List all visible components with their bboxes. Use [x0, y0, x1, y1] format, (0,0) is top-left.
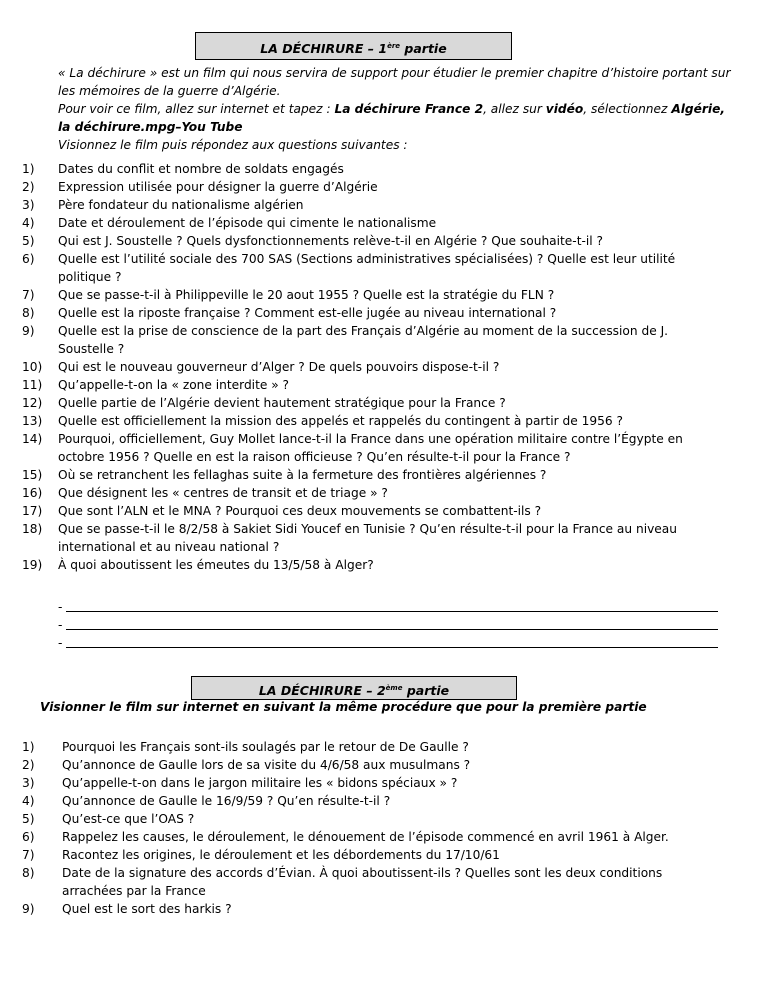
part1-intro: [58, 64, 738, 154]
question-item: [22, 466, 702, 484]
question-number: 7): [22, 288, 35, 302]
question-text: Quelle est officiellement la mission des appelés et rappelés du contingent à partir de 1956 ?: [58, 414, 623, 428]
question-item: [22, 430, 702, 466]
question-item: [22, 900, 702, 918]
question-item: [22, 196, 702, 214]
question-number: 3): [22, 776, 35, 790]
question-item: [22, 412, 702, 430]
question-text: Que se passe-t-il à Philippeville le 20 aout 1955 ? Quelle est la stratégie du FLN ?: [58, 288, 555, 302]
question-text: Où se retranchent les fellaghas suite à la fermeture des frontières algériennes ?: [58, 468, 547, 482]
part2-title-text: LA DÉCHIRURE – 2: [258, 683, 386, 698]
question-text: Quelle est l’utilité sociale des 700 SAS (Sections administratives spécialisées) ? Quelle est leur utilité politique ?: [58, 252, 676, 284]
question-text: Pourquoi les Français sont-ils soulagés par le retour de De Gaulle ?: [62, 740, 469, 754]
question-text: Qu’est-ce que l’OAS ?: [62, 812, 195, 826]
question-number: 2): [22, 758, 35, 772]
question-number: 14): [22, 432, 43, 446]
question-number: 4): [22, 794, 35, 808]
question-item: [22, 520, 702, 556]
answer-line-dash: -: [58, 600, 63, 614]
question-number: 2): [22, 180, 35, 194]
intro-line2-a: Pour voir ce film, allez sur internet et tapez :: [58, 102, 335, 116]
question-item: [22, 394, 702, 412]
question-item: [22, 738, 702, 756]
intro-video-term: vidéo: [545, 102, 584, 116]
answer-line[interactable]: [58, 598, 718, 616]
answer-line-rule: [66, 638, 718, 648]
question-number: 8): [22, 306, 35, 320]
intro-file-term: Algérie, la déchirure.mpg–You Tube: [58, 102, 725, 134]
question-item: [22, 756, 702, 774]
question-text: À quoi aboutissent les émeutes du 13/5/58 à Alger?: [58, 558, 374, 572]
intro-search-term: La déchirure France 2: [334, 102, 484, 116]
part1-title: [195, 32, 512, 60]
question-text: Racontez les origines, le déroulement et les débordements du 17/10/61: [62, 848, 500, 862]
question-text: Rappelez les causes, le déroulement, le dénouement de l’épisode commencé en avril 1961 à Alger.: [62, 830, 669, 844]
question-number: 16): [22, 486, 43, 500]
question-number: 19): [22, 558, 43, 572]
question-item: [22, 214, 702, 232]
intro-line2-c: , allez sur: [483, 102, 546, 116]
question-item: [22, 484, 702, 502]
question-text: Que sont l’ALN et le MNA ? Pourquoi ces deux mouvements se combattent-ils ?: [58, 504, 542, 518]
question-item: [22, 376, 702, 394]
question-number: 1): [22, 740, 35, 754]
question-item: [22, 250, 702, 286]
question-text: Que désignent les « centres de transit et de triage » ?: [58, 486, 388, 500]
question-number: 5): [22, 234, 35, 248]
intro-line3: Visionnez le film puis répondez aux questions suivantes :: [58, 138, 408, 152]
question-text: Date de la signature des accords d’Évian. À quoi aboutissent-ils ? Quelles sont les deux conditions arrachées par la France: [62, 866, 663, 898]
question-number: 9): [22, 324, 35, 338]
intro-line2-e: , sélectionnez: [583, 102, 672, 116]
question-number: 7): [22, 848, 35, 862]
question-number: 6): [22, 830, 35, 844]
question-item: [22, 322, 702, 358]
question-text: Que se passe-t-il le 8/2/58 à Sakiet Sidi Youcef en Tunisie ? Qu’en résulte-t-il pour la France au niveau international et au niveau national ?: [58, 522, 677, 554]
question-text: Quelle est la prise de conscience de la part des Français d’Algérie au moment de la succession de J. Soustelle ?: [58, 324, 669, 356]
question-text: Quelle partie de l’Algérie devient hautement stratégique pour la France ?: [58, 396, 506, 410]
question-item: [22, 160, 702, 178]
answer-line[interactable]: [58, 616, 718, 634]
question-item: [22, 232, 702, 250]
question-number: 1): [22, 162, 35, 176]
question-text: Pourquoi, officiellement, Guy Mollet lance-t-il la France dans une opération militaire contre l’Égypte en octobre 1956 ? Quelle en est la raison officieuse ? Qu’en résulte-t-il pour la France ?: [58, 432, 683, 464]
question-item: [22, 304, 702, 322]
question-item: [22, 846, 702, 864]
part2-intro: Visionner le film sur internet en suivant la même procédure que pour la première partie: [40, 700, 647, 714]
part1-title-tail: partie: [400, 41, 447, 56]
question-number: 11): [22, 378, 43, 392]
question-text: Qui est le nouveau gouverneur d’Alger ? De quels pouvoirs dispose-t-il ?: [58, 360, 500, 374]
question-item: [22, 774, 702, 792]
answer-lines: [58, 598, 718, 652]
question-item: [22, 502, 702, 520]
intro-line2: [58, 100, 738, 136]
answer-line-dash: -: [58, 636, 63, 650]
question-number: 12): [22, 396, 43, 410]
question-number: 13): [22, 414, 43, 428]
question-number: 3): [22, 198, 35, 212]
question-number: 8): [22, 866, 35, 880]
question-text: Quelle est la riposte française ? Comment est-elle jugée au niveau international ?: [58, 306, 557, 320]
part2-title-tail: partie: [402, 683, 450, 698]
part2-title: [191, 676, 517, 700]
question-text: Date et déroulement de l’épisode qui cimente le nationalisme: [58, 216, 437, 230]
question-text: Qu’appelle-t-on la « zone interdite » ?: [58, 378, 290, 392]
question-number: 10): [22, 360, 43, 374]
question-number: 15): [22, 468, 43, 482]
question-text: Expression utilisée pour désigner la guerre d’Algérie: [58, 180, 378, 194]
question-number: 4): [22, 216, 35, 230]
question-item: [22, 810, 702, 828]
part2-title-sup: ème: [385, 684, 403, 692]
part2-question-list: [22, 738, 702, 918]
part1-title-text: LA DÉCHIRURE – 1: [260, 41, 388, 56]
part1-question-list: [22, 160, 702, 574]
question-number: 5): [22, 812, 35, 826]
part1-title-sup: ère: [387, 42, 401, 50]
question-text: Père fondateur du nationalisme algérien: [58, 198, 304, 212]
question-item: [22, 556, 702, 574]
question-number: 17): [22, 504, 43, 518]
intro-line1: « La déchirure » est un film qui nous servira de support pour étudier le premier chapitre d’histoire portant sur les mémoires de la guerre d’Algérie.: [58, 66, 731, 98]
question-number: 18): [22, 522, 43, 536]
question-item: [22, 828, 702, 846]
answer-line-rule: [66, 602, 718, 612]
answer-line-rule: [66, 620, 718, 630]
question-text: Quel est le sort des harkis ?: [62, 902, 232, 916]
question-text: Qu’annonce de Gaulle le 16/9/59 ? Qu’en résulte-t-il ?: [62, 794, 391, 808]
question-text: Qu’annonce de Gaulle lors de sa visite du 4/6/58 aux musulmans ?: [62, 758, 471, 772]
question-item: [22, 358, 702, 376]
question-item: [22, 286, 702, 304]
answer-line-dash: -: [58, 618, 63, 632]
question-text: Qu’appelle-t-on dans le jargon militaire les « bidons spéciaux » ?: [62, 776, 458, 790]
question-item: [22, 864, 702, 900]
question-text: Dates du conflit et nombre de soldats engagés: [58, 162, 344, 176]
question-text: Qui est J. Soustelle ? Quels dysfonctionnements relève-t-il en Algérie ? Que souhaite-t-il ?: [58, 234, 603, 248]
question-item: [22, 178, 702, 196]
question-number: 9): [22, 902, 35, 916]
question-number: 6): [22, 252, 35, 266]
question-item: [22, 792, 702, 810]
answer-line[interactable]: [58, 634, 718, 652]
